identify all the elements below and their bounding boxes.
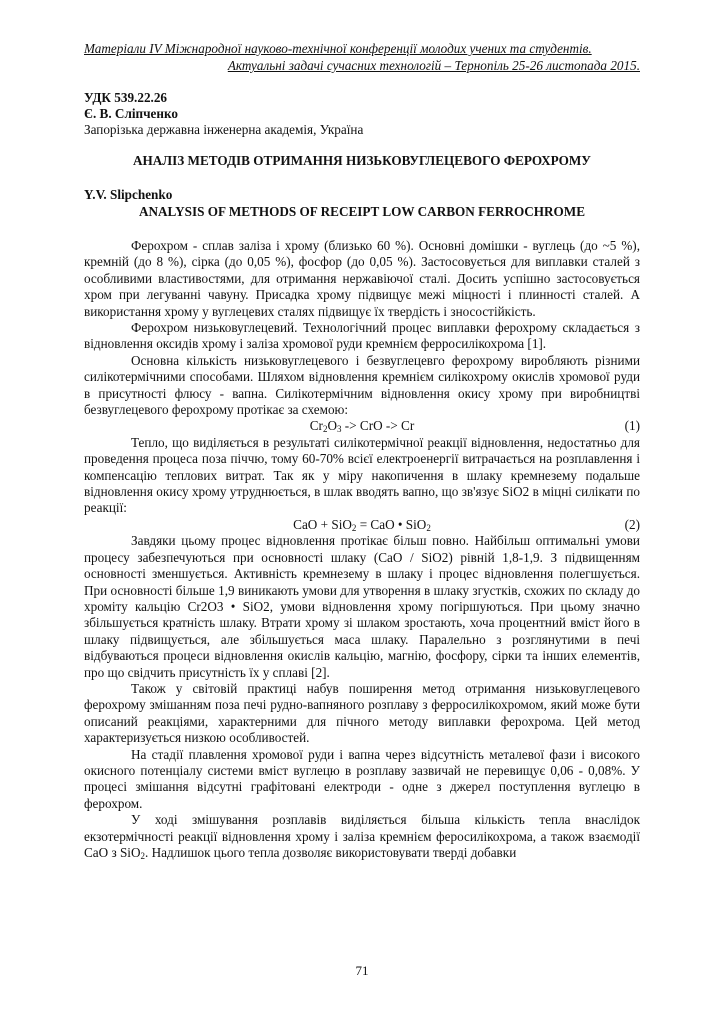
affiliation: Запорізька державна інженерна академія, Україна <box>84 122 364 137</box>
udk-code: УДК 539.22.26 <box>84 90 168 105</box>
header-line-2: Актуальні задачі сучасних технологій – Тернопіль 25-26 листопада 2015. <box>227 58 640 73</box>
equation-1-formula: $Cr_2O_3$ -> CrO -> Cr <box>309 418 415 435</box>
header-line-1: Матеріали IV Міжнародної науково-технічної конференції молодих учених та студентів. <box>84 41 592 56</box>
page-number: 71 <box>355 963 369 978</box>
author-en: Y.V. Slipchenko <box>84 187 173 202</box>
equation-2-number: (2) <box>624 516 640 532</box>
paragraph-3: Основна кількість низьковуглецевого і безвуглецевго ферохрому виробляють різними силікотермічними способами. Шляхом відновлення кремнієм силікохрому окислів хромової руди в присутності флюсу - вапна. Силікотермічним відновлення окису хрому при виробництві безвуглецевого ферохрому протікає за схемою: <box>84 352 640 418</box>
paragraph-2: Ферохром низьковуглецевий. Технологічний процес виплавки ферохрому складається з відновлення оксидів хрому і заліза хромової руди кремнієм ферросилікохрома [1]. <box>84 320 640 352</box>
equation-2 <box>84 517 640 533</box>
paragraph-4: Тепло, що виділяється в результаті силікотермічної реакції відновлення, недостатньо для проведення процеса поза піччю, тому 60-70% всієї електроенергії витрачається на розплавлення і компенсацію теплових витрат. Так як у міру накопичення в шлаку кремнезему подальше відновлення окису хрому утруднюється, в шлак вводять вапно, що зв'язує SiO2 в міцні силікати по реакції: <box>84 434 640 516</box>
paragraph-7: На стадії плавлення хромової руди і вапна через відсутність металевої фази і високого окисного потенціалу системи вміст вуглецю в розплаву зазвичай не перевищує 0,06 - 0,08%. У процесі змішання відсутні графітовані електроди - одне з джерел поступлення вуглецю в ферохром. <box>84 746 640 811</box>
paragraph-6: Також у світовій практиці набув поширення метод отримання низьковуглецевого ферохрому змішанням поза печі рудно-вапняного розплаву з ферросилікохромом, який може бути описаний реакціями, характерними для пічного методу виплавки ферохрома. Цей метод характеризується низкою особливостей. <box>84 680 640 746</box>
article-meta <box>84 90 640 138</box>
equation-2-formula: CaO + SiO$_2$ = CaO • SiO$_2$ <box>293 516 431 533</box>
article-title-ua: АНАЛІЗ МЕТОДІВ ОТРИМАННЯ НИЗЬКОВУГЛЕЦЕВОГО ФЕРОХРОМУ <box>132 153 591 168</box>
paragraph-8: У ході змішування розплавів виділяється більша кількість тепла внаслідок екзотермічності реакції відновлення хрому і заліза кремнієм феросилікохрома, а також взаємодії CaO з SiO$_2$. Надлишок цього тепла дозволяє використовувати тверді добавки <box>84 812 640 861</box>
paragraph-1: Ферохром - сплав заліза і хрому (близько 60 %). Основні домішки - вуглець (до ~5 %), кремній (до 8 %), сірка (до 0,05 %), фосфор (до 0,05 %). Застосовується для виплавки сталей з особливими властивостями, для отримання нержавіючої сталі. Досить успішно застосовується хром при легуванні чавуну. Присадка хрому підвищує межі міцності і плинності сталей. А використання хрому у вуглецевих сталях підвищує їх твердість і зносостійкість. <box>84 238 640 319</box>
paragraph-5: Завдяки цьому процес відновлення протікає більш повно. Найбільш оптимальні умови процесу забезпечуються при основності шлаку (CaO / SiO2) рівній 1,8-1,9. З підвищенням основності зменшується. Активність кремнезему в шлаку і процес відновлення полегшується. При основності більше 1,9 виникають умови для утворення в шлаку згустків, схожих по складу до хроміту кальцію Cr2O3 • SiO2, умови відновлення хрому погіршуються. При цьому значно збільшується кратність шлаку. Втрати хрому зі шлаком зростають, хоча процентний вміст його в шлаку підвищується, але збільшується маса шлаку. Паралельно з розглянутими в печі відбуваються процеси відновлення окислів кальцію, магнію, фосфору, сірки та інших елементів, про що свідчить присутність їх у сплаві [2]. <box>84 533 640 680</box>
equation-1 <box>84 418 640 434</box>
article-body <box>84 238 640 861</box>
conference-header <box>84 40 640 74</box>
equation-1-number: (1) <box>624 418 640 434</box>
author-ua: Є. В. Сліпченко <box>84 106 179 121</box>
article-title-en: ANALYSIS OF METHODS OF RECEIPT LOW CARBON FERROCHROME <box>138 204 586 219</box>
